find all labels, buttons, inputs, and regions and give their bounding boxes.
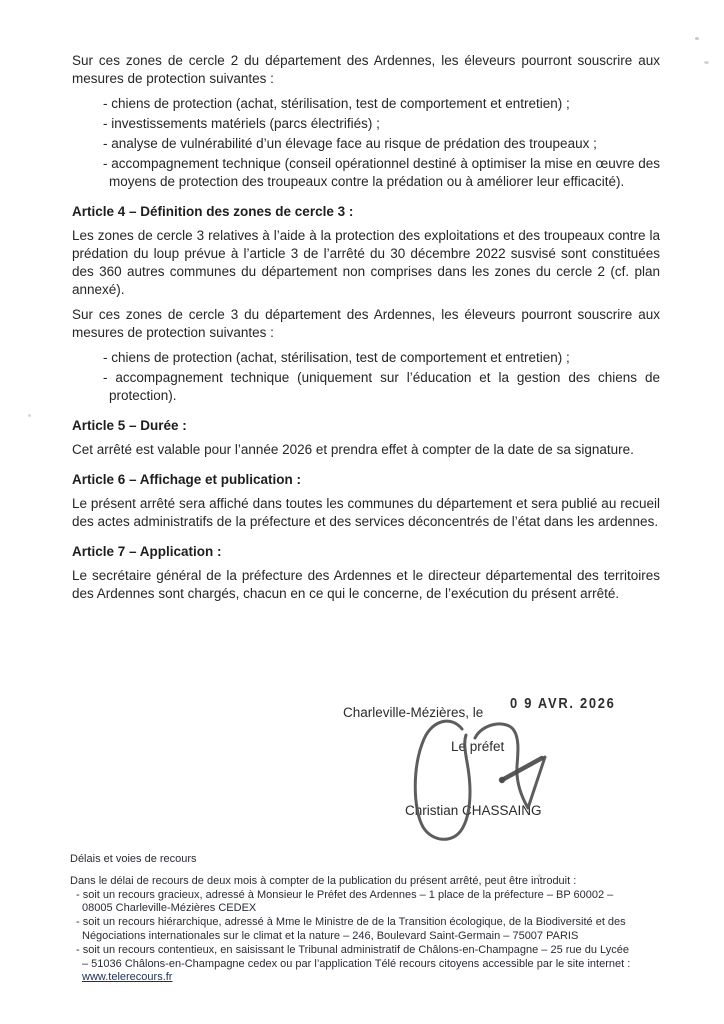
cercle2-intro-paragraph: Sur ces zones de cercle 2 du département des Ardennes, les éleveurs pourront souscrire aux mesures de protection suivantes : bbox=[72, 53, 660, 86]
article7-heading: Article 7 – Application : bbox=[72, 544, 222, 559]
article5-heading: Article 5 – Durée : bbox=[72, 418, 187, 433]
signature-block bbox=[72, 695, 672, 855]
measure-item: - chiens de protection (achat, stérilisation, test de comportement et entretien) ; bbox=[103, 96, 570, 111]
scan-speck bbox=[28, 414, 31, 417]
article6-heading: Article 6 – Affichage et publication : bbox=[72, 472, 302, 487]
recourse-item bbox=[70, 916, 715, 944]
cercle3-measures-list bbox=[72, 349, 660, 405]
recourse-line: - soit un recours hiérarchique, adressé à Mme le Ministre de de la Transition écologique, de la Biodiversité et des bbox=[76, 916, 626, 929]
handwritten-signature-icon bbox=[404, 713, 564, 851]
recourse-line: - soit un recours gracieux, adressé à Monsieur le Préfet des Ardennes – 1 place de la préfecture – BP 60002 – bbox=[76, 888, 614, 901]
legal-recourse-footer bbox=[70, 853, 715, 985]
footer-title: Délais et voies de recours bbox=[70, 853, 197, 865]
measure-item: - accompagnement technique (uniquement sur l’éducation et la gestion des chiens de protection). bbox=[103, 370, 660, 403]
signatory-role: Le préfet bbox=[451, 739, 505, 754]
article7-paragraph: Le secrétaire général de la préfecture des Ardennes et le directeur départemental des territoires des Ardennes sont chargés, chacun en ce qui le concerne, de l’exécution du présent arrêté. bbox=[72, 568, 660, 601]
article4-paragraph: Les zones de cercle 3 relatives à l’aide à la protection des exploitations et des troupeaux contre la prédation du loup prévue à l’article 3 de l’arrêté du 30 décembre 2022 susvisé sont constituées des 360 autres communes du département non comprises dans les zones du cercle 2 (cf. plan annexé). bbox=[72, 228, 660, 297]
signatory-name: Christian CHASSAING bbox=[405, 803, 542, 818]
measure-item: - accompagnement technique (conseil opérationnel destiné à optimiser la mise en œuvre des moyens de protection des troupeaux contre la prédation ou à améliorer leur efficacité). bbox=[103, 156, 660, 189]
recourse-item bbox=[70, 889, 715, 917]
article6-paragraph: Le présent arrêté sera affiché dans toutes les communes du département et sera publié au recueil des actes administratifs de la préfecture et des services déconcentrés de l’état dans les ardennes. bbox=[72, 496, 660, 529]
date-stamp: 0 9 AVR. 2026 bbox=[510, 695, 616, 712]
recourse-line: 08005 Charleville-Mézières CEDEX bbox=[82, 902, 257, 915]
measure-item: - investissements matériels (parcs électrifiés) ; bbox=[103, 116, 380, 131]
scan-speck bbox=[704, 61, 709, 64]
article4-heading: Article 4 – Définition des zones de cercle 3 : bbox=[72, 204, 354, 219]
recourse-line: - soit un recours contentieux, en saisissant le Tribunal administratif de Châlons-en-Champagne – 25 rue du Lycée bbox=[76, 943, 629, 956]
measure-item: - analyse de vulnérabilité d’un élevage face au risque de prédation des troupeaux ; bbox=[103, 136, 597, 151]
article5-paragraph: Cet arrêté est valable pour l’année 2026 et prendra effet à compter de la date de sa signature. bbox=[72, 442, 634, 457]
cercle2-measures-list bbox=[72, 95, 660, 191]
telerecours-link[interactable]: www.telerecours.fr bbox=[82, 971, 173, 984]
decree-body bbox=[72, 52, 660, 610]
recourse-line: – 51036 Châlons-en-Champagne cedex ou par l’application Télé recours citoyens accessible par le site internet : bbox=[82, 957, 631, 970]
recourse-item bbox=[70, 944, 715, 972]
scan-speck bbox=[695, 37, 699, 40]
signature-place-line: Charleville-Mézières, le bbox=[343, 705, 484, 720]
recourse-line: Négociations internationales sur le climat et la nature – 246, Boulevard Saint-Germain – 75007 PARIS bbox=[82, 929, 579, 942]
cercle3-intro-paragraph: Sur ces zones de cercle 3 du département des Ardennes, les éleveurs pourront souscrire aux mesures de protection suivantes : bbox=[72, 307, 660, 340]
measure-item: - chiens de protection (achat, stérilisation, test de comportement et entretien) ; bbox=[103, 350, 570, 365]
footer-intro: Dans le délai de recours de deux mois à compter de la publication du présent arrêté, peut être introduit : bbox=[70, 874, 577, 887]
